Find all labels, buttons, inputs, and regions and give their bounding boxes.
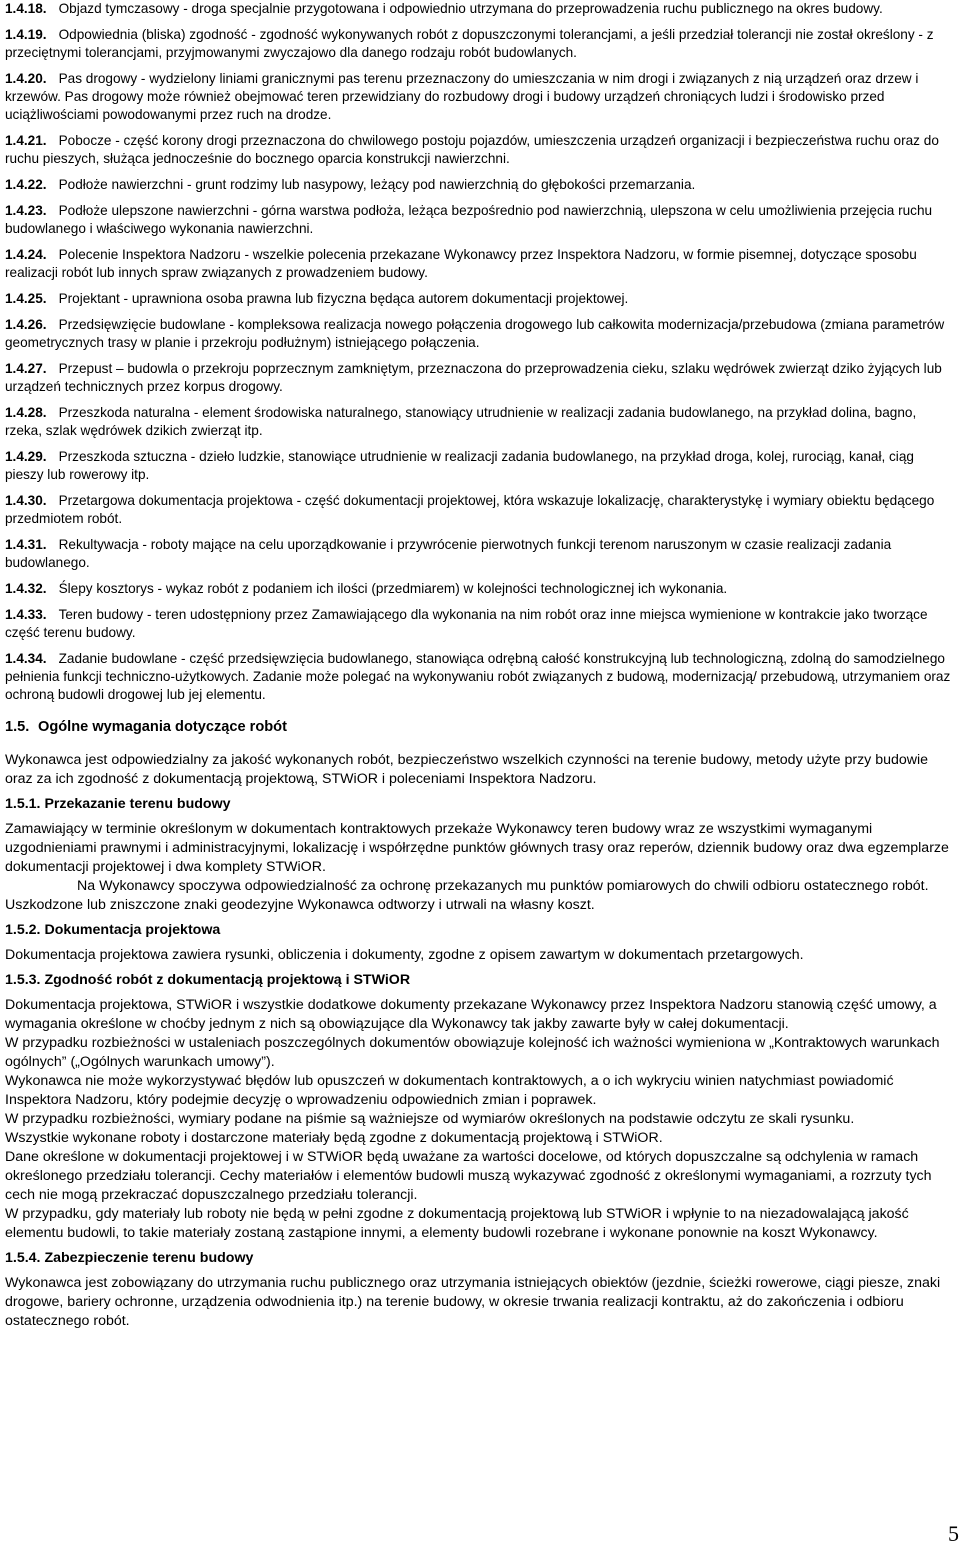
definition-text: Ślepy kosztorys - wykaz robót z podaniem ich ilości (przedmiarem) w kolejności technologicznej ich wykonania. bbox=[58, 581, 728, 596]
definition-text: Odpowiednia (bliska) zgodność - zgodność wykonywanych robót z dopuszczonymi tolerancjami, a jeśli przedział tolerancji nie został określony - z przeciętnymi tolerancjami, przyjmowanymi zwyczajowo dla danego rodzaju robót budowlanych. bbox=[5, 27, 934, 60]
definition-number: 1.4.31. bbox=[5, 537, 47, 552]
definition-number: 1.4.19. bbox=[5, 27, 47, 42]
section-1-5-3-paragraph: W przypadku rozbieżności, wymiary podane na piśmie są ważniejsze od wymiarów określonych na podstawie odczytu ze skali rysunku. bbox=[5, 1111, 855, 1127]
definition-1-4-19 bbox=[5, 26, 955, 62]
section-title: Ogólne wymagania dotyczące robót bbox=[38, 719, 287, 735]
definition-number: 1.4.20. bbox=[5, 71, 47, 86]
definition-1-4-33 bbox=[5, 606, 955, 642]
definition-1-4-18 bbox=[5, 0, 955, 18]
section-1-5-3-paragraph: Dane określone w dokumentacji projektowej i w STWiOR będą uważane za wartości docelowe, od których dopuszczalne są odchylenia w ramach określonego przedziału tolerancji. Cechy materiałów i elementów budowli muszą wykazywać zgodność z określonymi wymaganiami, a rozrzuty tych cech nie mogą przekraczać dopuszczalnego przedziału tolerancji. bbox=[5, 1149, 932, 1203]
definition-text: Polecenie Inspektora Nadzoru - wszelkie polecenia przekazane Wykonawcy przez Inspektora Nadzoru, w formie pisemnej, dotyczące sposobu realizacji robót lub innych spraw związanych z prowadzeniem budowy. bbox=[5, 247, 917, 280]
definition-number: 1.4.25. bbox=[5, 291, 47, 306]
section-heading-1-5 bbox=[5, 718, 955, 737]
definition-text: Teren budowy - teren udostępniony przez Zamawiającego dla wykonania na nim robót oraz inne miejsca wymienione w kontrakcie jako tworzące część terenu budowy. bbox=[5, 607, 928, 640]
definition-text: Przedsięwzięcie budowlane - kompleksowa realizacja nowego połączenia drogowego lub całkowita modernizacja/przebudowa (zmiana parametrów geometrycznych trasy w planie i przekroju podłużnym) istniejącego połączenia. bbox=[5, 317, 945, 350]
section-title: Zgodność robót z dokumentacją projektową i STWiOR bbox=[44, 972, 411, 988]
document-page bbox=[5, 0, 955, 1331]
definition-number: 1.4.22. bbox=[5, 177, 47, 192]
definition-number: 1.4.30. bbox=[5, 493, 47, 508]
section-heading-1-5-1 bbox=[5, 795, 955, 814]
definition-text: Objazd tymczasowy - droga specjalnie przygotowana i odpowiednio utrzymana do przeprowadzenia ruchu publicznego na okres budowy. bbox=[58, 1, 883, 16]
section-number: 1.5.4. bbox=[5, 1250, 41, 1266]
section-heading-1-5-3 bbox=[5, 971, 955, 990]
definition-1-4-34 bbox=[5, 650, 955, 704]
section-1-5-1-paragraph: Zamawiający w terminie określonym w dokumentach kontraktowych przekaże Wykonawcy teren budowy wraz ze wszystkimi wymaganymi uzgodnieniami prawnymi i administracyjnymi, lokalizację i współrzędne punktów głównych trasy oraz reperów, dziennik budowy oraz dwa egzemplarze dokumentacji projektowej i dwa komplety STWiOR. bbox=[5, 821, 949, 875]
section-1-5-3-paragraph: W przypadku rozbieżności w ustaleniach poszczególnych dokumentów obowiązuje kolejność ich ważności wymieniona w „Kontraktowych warunkach ogólnych” („Ogólnych warunkach umowy”). bbox=[5, 1035, 940, 1070]
definitions-list bbox=[5, 0, 955, 704]
definition-1-4-21 bbox=[5, 132, 955, 168]
section-number: 1.5.1. bbox=[5, 796, 41, 812]
section-number: 1.5.3. bbox=[5, 972, 41, 988]
definition-number: 1.4.24. bbox=[5, 247, 47, 262]
definition-1-4-31 bbox=[5, 536, 955, 572]
definition-text: Projektant - uprawniona osoba prawna lub fizyczna będąca autorem dokumentacji projektowej. bbox=[58, 291, 629, 306]
definition-text: Pobocze - część korony drogi przeznaczona do chwilowego postoju pojazdów, umieszczenia urządzeń organizacji i bezpieczeństwa ruchu oraz do ruchu pieszych, służąca jednocześnie do bocznego oparcia konstrukcji nawierzchni. bbox=[5, 133, 939, 166]
definition-1-4-28 bbox=[5, 404, 955, 440]
definition-text: Przepust – budowla o przekroju poprzecznym zamkniętym, przeznaczona do przeprowadzenia cieku, szlaku wędrówek zwierząt dziko żyjących lub urządzeń technicznych przez korpus drogowy. bbox=[5, 361, 942, 394]
section-1-5-3-paragraph: Wszystkie wykonane roboty i dostarczone materiały będą zgodne z dokumentacją projektową i STWiOR. bbox=[5, 1130, 663, 1146]
section-1-5-1-paragraph: Na Wykonawcy spoczywa odpowiedzialność za ochronę przekazanych mu punktów pomiarowych do chwili odbioru ostatecznego robót. Uszkodzone lub zniszczone znaki geodezyjne Wykonawca odtworzy i utrwali na własny koszt. bbox=[5, 878, 929, 913]
section-heading-1-5-2 bbox=[5, 921, 955, 940]
section-title: Dokumentacja projektowa bbox=[44, 922, 221, 938]
definition-1-4-29 bbox=[5, 448, 955, 484]
definition-text: Podłoże nawierzchni - grunt rodzimy lub nasypowy, leżący pod nawierzchnią do głębokości przemarzania. bbox=[58, 177, 696, 192]
section-number: 1.5.2. bbox=[5, 922, 41, 938]
definition-text: Zadanie budowlane - część przedsięwzięcia budowlanego, stanowiąca odrębną całość konstrukcyjną lub technologiczną, zdolną do samodzielnego pełnienia funkcji techniczno-użytkowych. Zadanie może polegać na wykonywaniu robót związanych z budową, modernizacją/ przebudową, utrzymaniem oraz ochroną budowli drogowej lub jej elementu. bbox=[5, 651, 951, 702]
definition-number: 1.4.21. bbox=[5, 133, 47, 148]
section-number: 1.5. bbox=[5, 719, 30, 735]
definition-number: 1.4.34. bbox=[5, 651, 47, 666]
definition-text: Przeszkoda sztuczna - dzieło ludzkie, stanowiące utrudnienie w realizacji zadania budowlanego, na przykład droga, kolej, rurociąg, kanał, ciąg pieszy lub rowerowy itp. bbox=[5, 449, 914, 482]
definition-1-4-32 bbox=[5, 580, 955, 598]
definition-text: Przetargowa dokumentacja projektowa - część dokumentacji projektowej, która wskazuje lokalizację, charakterystykę i wymiary obiektu będącego przedmiotem robót. bbox=[5, 493, 935, 526]
definition-number: 1.4.23. bbox=[5, 203, 47, 218]
definition-1-4-22 bbox=[5, 176, 955, 194]
definition-number: 1.4.28. bbox=[5, 405, 47, 420]
section-heading-1-5-4 bbox=[5, 1249, 955, 1268]
definition-number: 1.4.33. bbox=[5, 607, 47, 622]
definition-1-4-23 bbox=[5, 202, 955, 238]
definition-1-4-20 bbox=[5, 70, 955, 124]
definition-number: 1.4.27. bbox=[5, 361, 47, 376]
section-1-5-3-paragraph: W przypadku, gdy materiały lub roboty nie będą w pełni zgodne z dokumentacją projektową lub STWiOR i wpłynie to na niezadowalającą jakość elementu budowli, to takie materiały zostaną zastąpione innymi, a elementy budowli rozebrane i wykonane ponownie na koszt Wykonawcy. bbox=[5, 1206, 909, 1241]
definition-number: 1.4.29. bbox=[5, 449, 47, 464]
section-1-5-4-paragraph: Wykonawca jest zobowiązany do utrzymania ruchu publicznego oraz utrzymania istniejących obiektów (jezdnie, ścieżki rowerowe, ciągi piesze, znaki drogowe, bariery ochronne, urządzenia odwodnienia itp.) na terenie budowy, w okresie trwania realizacji kontraktu, aż do zakończenia i odbioru ostatecznego robót. bbox=[5, 1275, 941, 1329]
definition-1-4-30 bbox=[5, 492, 955, 528]
section-title: Zabezpieczenie terenu budowy bbox=[44, 1250, 254, 1266]
definition-text: Pas drogowy - wydzielony liniami granicznymi pas terenu przeznaczony do umieszczania w nim drogi i związanych z nią urządzeń oraz drzew i krzewów. Pas drogowy może również obejmować teren przewidziany do rozbudowy drogi i budowy urządzeń chroniących ludzi i środowisko przed uciążliwościami powodowanymi przez ruch na drodze. bbox=[5, 71, 919, 122]
definition-text: Rekultywacja - roboty mające na celu uporządkowanie i przywrócenie pierwotnych funkcji terenom naruszonym w czasie realizacji zadania budowlanego. bbox=[5, 537, 892, 570]
section-1-5-3-paragraph: Dokumentacja projektowa, STWiOR i wszystkie dodatkowe dokumenty przekazane Wykonawcy przez Inspektora Nadzoru stanowią część umowy, a wymagania określone w choćby jednym z nich są obowiązujące dla Wykonawcy tak jakby zawarte były w całej dokumentacji. bbox=[5, 997, 937, 1032]
definition-number: 1.4.26. bbox=[5, 317, 47, 332]
section-1-5-intro: Wykonawca jest odpowiedzialny za jakość wykonanych robót, bezpieczeństwo wszelkich czynności na terenie budowy, metody użyte przy budowie oraz za ich zgodność z dokumentacją projektową, STWiOR i poleceniami Inspektora Nadzoru. bbox=[5, 752, 929, 787]
definition-number: 1.4.18. bbox=[5, 1, 47, 16]
definition-1-4-26 bbox=[5, 316, 955, 352]
definition-1-4-27 bbox=[5, 360, 955, 396]
definition-1-4-24 bbox=[5, 246, 955, 282]
definition-1-4-25 bbox=[5, 290, 955, 308]
definition-number: 1.4.32. bbox=[5, 581, 47, 596]
definition-text: Podłoże ulepszone nawierzchni - górna warstwa podłoża, leżąca bezpośrednio pod nawierzchnią, ulepszona w celu umożliwienia przejęcia ruchu budowlanego i właściwego wykonania nawierzchni. bbox=[5, 203, 933, 236]
definition-text: Przeszkoda naturalna - element środowiska naturalnego, stanowiący utrudnienie w realizacji zadania budowlanego, na przykład dolina, bagno, rzeka, szlak wędrówek dzikich zwierząt itp. bbox=[5, 405, 917, 438]
section-1-5-3-paragraph: Wykonawca nie może wykorzystywać błędów lub opuszczeń w dokumentach kontraktowych, a o ich wykryciu winien natychmiast powiadomić Inspektora Nadzoru, który podejmie decyzję o wprowadzeniu odpowiednich zmian i poprawek. bbox=[5, 1073, 894, 1108]
section-title: Przekazanie terenu budowy bbox=[44, 796, 231, 812]
page-number: 5 bbox=[948, 1521, 959, 1546]
section-1-5-2-paragraph: Dokumentacja projektowa zawiera rysunki, obliczenia i dokumenty, zgodne z opisem zawartym w dokumentach przetargowych. bbox=[5, 947, 804, 963]
